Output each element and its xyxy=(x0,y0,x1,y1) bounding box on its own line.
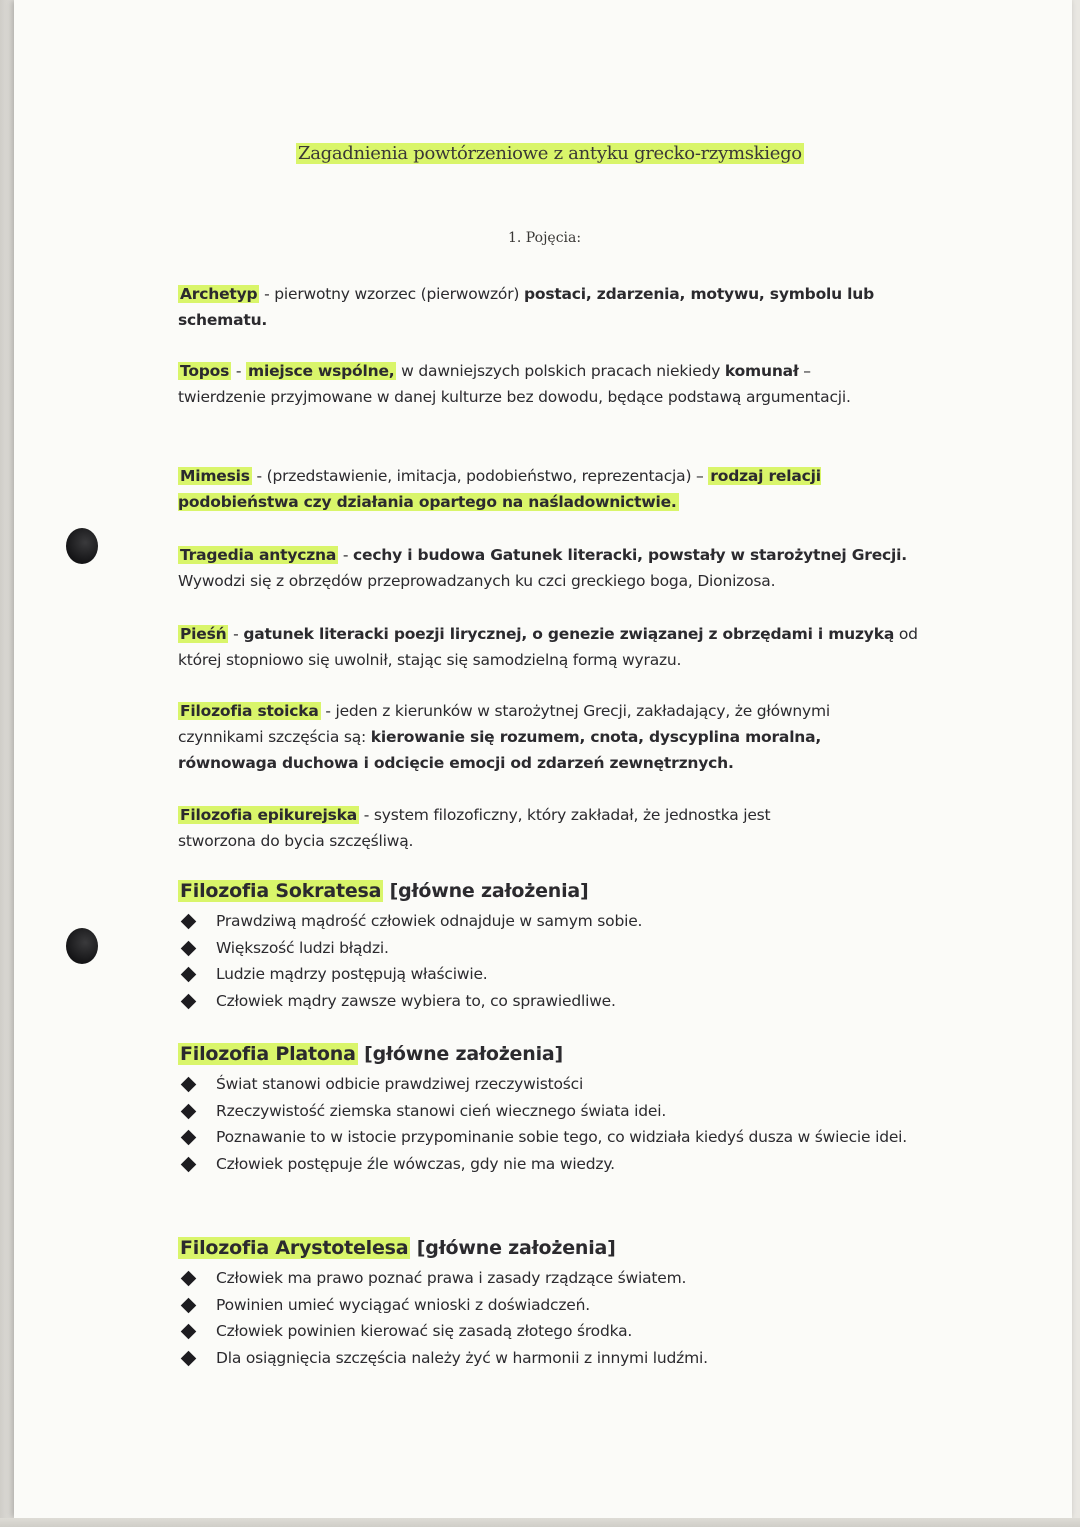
definition-filozofia-stoicka: Filozofia stoicka - jeden z kierunków w starożytnej Grecji, zakładający, że głównymi czynnikami szczęścia są: kierowanie się rozumem, cnota, dyscyplina moralna, równowaga duchowa i odcięcie emocji od zdarzeń zewnętrznych. xyxy=(178,702,830,772)
definition-archetyp: Archetyp - pierwotny wzorzec (pierwowzór) postaci, zdarzenia, motywu, symbolu lub schematu. xyxy=(178,285,875,329)
diamond-bullet-icon xyxy=(181,1130,197,1146)
diamond-bullet-icon xyxy=(181,1297,197,1313)
punch-hole-bottom xyxy=(66,928,98,964)
definition-text: od której stopniowo się uwolnił, stając się samodzielną formą wyrazu. xyxy=(178,625,918,669)
definition-term: Filozofia epikurejska xyxy=(180,806,357,824)
diamond-bullet-icon xyxy=(181,1350,197,1366)
diamond-bullet-icon xyxy=(181,1324,197,1340)
definition-text: rodzaj relacji podobieństwa czy działania opartego na naśladownictwie. xyxy=(178,467,821,511)
definition-text: jeden z kierunków w starożytnej Grecji, zakładający, że głównymi czynnikami szczęścia są: xyxy=(178,702,830,746)
list-item: Dla osiągnięcia szczęścia należy żyć w harmonii z innymi ludźmi. xyxy=(180,1345,910,1372)
definition-term: Mimesis xyxy=(180,467,250,485)
heading-arystoteles: Filozofia Arystotelesa [główne założenia] xyxy=(180,1237,616,1259)
list-item: Rzeczywistość ziemska stanowi cień wiecznego świata idei. xyxy=(180,1098,910,1125)
definition-text: – twierdzenie przyjmowane w danej kulturze bez dowodu, będące podstawą argumentacji. xyxy=(178,362,851,406)
list-item: Większość ludzi błądzi. xyxy=(180,935,910,962)
definition-text: system filozoficzny, który zakładał, że jednostka jest stworzona do bycia szczęśliwą. xyxy=(178,806,771,850)
heading-platon: Filozofia Platona [główne założenia] xyxy=(180,1043,563,1065)
heading-sokrates: Filozofia Sokratesa [główne założenia] xyxy=(180,880,589,902)
page-bottom-edge xyxy=(0,1518,1080,1527)
list-item: Ludzie mądrzy postępują właściwie. xyxy=(180,961,910,988)
definition-term: Filozofia stoicka xyxy=(180,702,319,720)
definition-text: komunał xyxy=(724,362,799,380)
definition-mimesis: Mimesis - (przedstawienie, imitacja, podobieństwo, reprezentacja) – rodzaj relacji podobieństwa czy działania opartego na naśladownictwie. xyxy=(178,467,821,511)
punch-hole-top xyxy=(66,528,98,564)
list-item: Człowiek ma prawo poznać prawa i zasady rządzące światem. xyxy=(180,1265,910,1292)
definition-text: pierwotny wzorzec (pierwowzór) xyxy=(274,285,524,303)
diamond-bullet-icon xyxy=(181,967,197,983)
list-item: Prawdziwą mądrość człowiek odnajduje w samym sobie. xyxy=(180,908,910,935)
definition-text: Wywodzi się z obrzędów przeprowadzanych ku czci greckiego boga, Dionizosa. xyxy=(178,572,776,590)
page-left-edge xyxy=(0,0,14,1527)
diamond-bullet-icon xyxy=(181,914,197,930)
diamond-bullet-icon xyxy=(181,993,197,1009)
diamond-bullet-icon xyxy=(181,1077,197,1093)
list-item: Człowiek powinien kierować się zasadą złotego środka. xyxy=(180,1318,910,1345)
definition-text: cechy i budowa Gatunek literacki, powstały w starożytnej Grecji. xyxy=(353,546,907,564)
list-item: Powinien umieć wyciągać wnioski z doświadczeń. xyxy=(180,1292,910,1319)
definition-text: w dawniejszych polskich pracach niekiedy xyxy=(396,362,725,380)
definition-tragedia: Tragedia antyczna - cechy i budowa Gatunek literacki, powstały w starożytnej Grecji. Wywodzi się z obrzędów przeprowadzanych ku czci greckiego boga, Dionizosa. xyxy=(178,546,907,590)
definition-text: miejsce wspólne, xyxy=(248,362,395,380)
diamond-bullet-icon xyxy=(181,1103,197,1119)
list-sokrates xyxy=(180,908,910,1014)
definition-term: Tragedia antyczna xyxy=(180,546,337,564)
list-platon xyxy=(180,1071,910,1177)
definition-term: Pieśń xyxy=(180,625,227,643)
definition-term: Topos xyxy=(180,362,230,380)
diamond-bullet-icon xyxy=(181,940,197,956)
definition-text: gatunek literacki poezji lirycznej, o genezie związanej z obrzędami i muzyką xyxy=(243,625,895,643)
list-arystoteles xyxy=(180,1265,910,1371)
diamond-bullet-icon xyxy=(181,1156,197,1172)
list-item: Poznawanie to w istocie przypominanie sobie tego, co widziała kiedyś dusza w świecie idei. xyxy=(180,1124,910,1151)
document-title: Zagadnienia powtórzeniowe z antyku grecko-rzymskiego xyxy=(298,143,802,164)
definition-term: Archetyp xyxy=(180,285,258,303)
list-item: Człowiek mądry zawsze wybiera to, co sprawiedliwe. xyxy=(180,988,910,1015)
definition-topos: Topos - miejsce wspólne, w dawniejszych polskich pracach niekiedy komunał – twierdzenie przyjmowane w danej kulturze bez dowodu, będące podstawą argumentacji. xyxy=(178,362,851,406)
definition-piesn: Pieśń - gatunek literacki poezji lirycznej, o genezie związanej z obrzędami i muzyką od której stopniowo się uwolnił, stając się samodzielną formą wyrazu. xyxy=(178,625,918,669)
list-item: Człowiek postępuje źle wówczas, gdy nie ma wiedzy. xyxy=(180,1151,910,1178)
list-item: Świat stanowi odbicie prawdziwej rzeczywistości xyxy=(180,1071,910,1098)
definition-text: postaci, zdarzenia, motywu, symbolu lub schematu. xyxy=(178,285,875,329)
section-subtitle: 1. Pojęcia: xyxy=(508,230,582,246)
definition-text: (przedstawienie, imitacja, podobieństwo, reprezentacja) – xyxy=(266,467,709,485)
definition-filozofia-epikurejska: Filozofia epikurejska - system filozoficzny, który zakładał, że jednostka jest stworzona do bycia szczęśliwą. xyxy=(178,806,771,850)
diamond-bullet-icon xyxy=(181,1271,197,1287)
definition-text: kierowanie się rozumem, cnota, dyscyplina moralna, równowaga duchowa i odcięcie emocji od zdarzeń zewnętrznych. xyxy=(178,728,822,772)
